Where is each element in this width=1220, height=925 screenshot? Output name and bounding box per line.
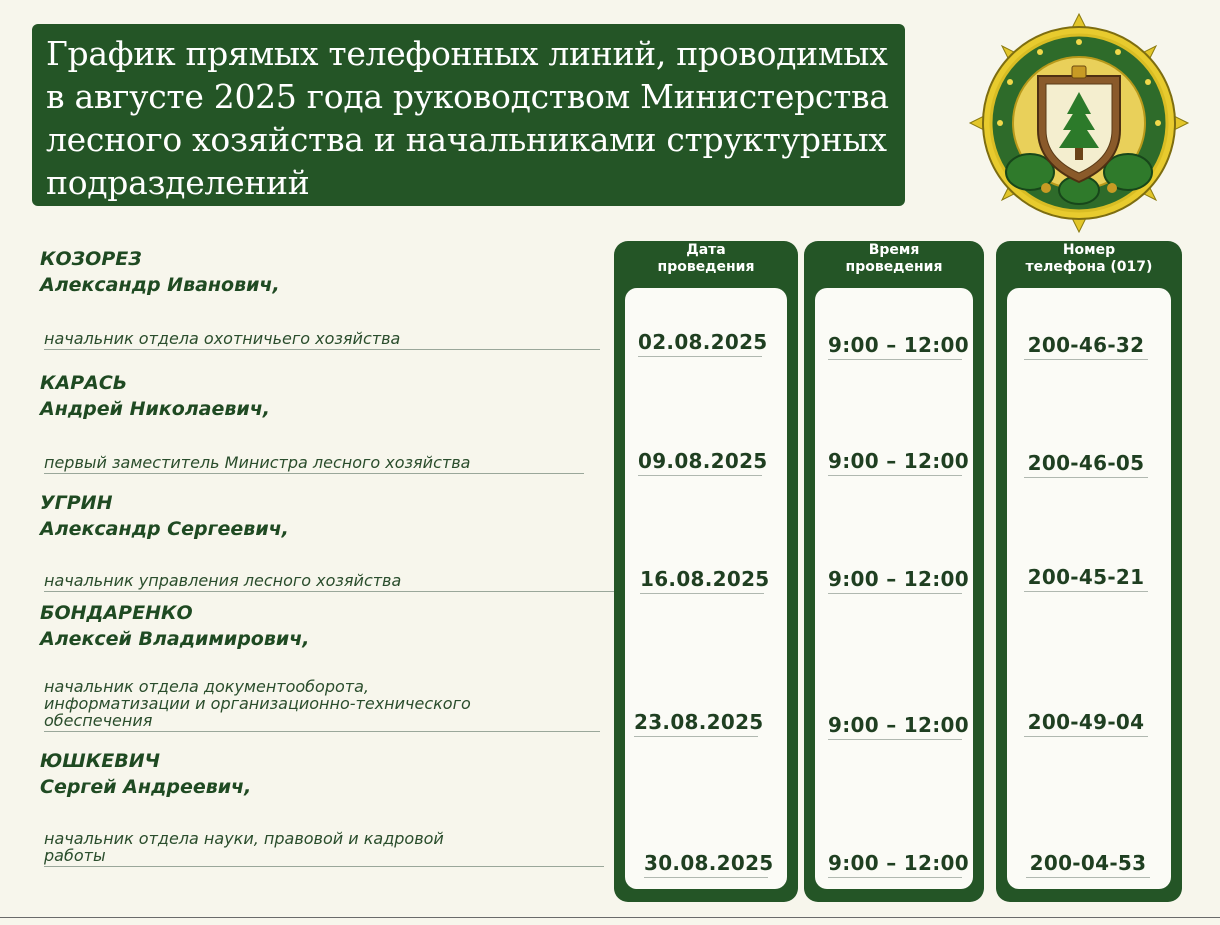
person-block xyxy=(40,370,610,478)
phone-cell: 200-45-21 xyxy=(1024,565,1148,592)
date-cell: 16.08.2025 xyxy=(640,567,764,594)
date-cell: 30.08.2025 xyxy=(644,851,768,878)
person-surname: КОЗОРЕЗ xyxy=(40,248,142,270)
date-column-header: Дата проведения xyxy=(657,242,755,275)
title-banner xyxy=(32,24,905,206)
person-block xyxy=(40,490,610,598)
ministry-emblem-icon xyxy=(968,12,1190,234)
date-cell: 09.08.2025 xyxy=(638,449,762,476)
person-given-name: Александр Сергеевич, xyxy=(40,518,289,540)
person-position: первый заместитель Министра лесного хозяйства xyxy=(44,454,584,474)
time-cell: 9:00 – 12:00 xyxy=(828,333,962,360)
phone-cell: 200-04-53 xyxy=(1026,851,1150,878)
person-surname: КАРАСЬ xyxy=(40,372,128,394)
person-given-name: Александр Иванович, xyxy=(40,274,280,296)
phone-column xyxy=(996,241,1182,902)
time-column xyxy=(804,241,984,902)
title-line: подразделений xyxy=(46,163,310,202)
person-block xyxy=(40,600,610,740)
person-position: начальник отдела науки, правовой и кадровой работы xyxy=(44,830,604,867)
title-line: График прямых телефонных линий, проводимых xyxy=(46,34,888,73)
phone-cell: 200-49-04 xyxy=(1024,710,1148,737)
person-surname: УГРИН xyxy=(40,492,113,514)
person-block xyxy=(40,748,610,880)
date-cell: 23.08.2025 xyxy=(634,710,758,737)
person-block xyxy=(40,246,610,356)
person-surname: ЮШКЕВИЧ xyxy=(40,750,161,772)
divider xyxy=(0,917,1220,918)
person-position: начальник отдела документооборота, информатизации и организационно-технического обеспечения xyxy=(44,678,600,732)
person-given-name: Андрей Николаевич, xyxy=(40,398,270,420)
person-surname: БОНДАРЕНКО xyxy=(40,602,193,624)
title-line: лесного хозяйства и начальниками структурных xyxy=(46,120,887,159)
time-cell: 9:00 – 12:00 xyxy=(828,851,962,878)
phone-cell: 200-46-05 xyxy=(1024,451,1148,478)
time-cell: 9:00 – 12:00 xyxy=(828,567,962,594)
person-given-name: Алексей Владимирович, xyxy=(40,628,310,650)
person-given-name: Сергей Андреевич, xyxy=(40,776,252,798)
time-column-header: Время проведения xyxy=(845,242,943,275)
time-cell: 9:00 – 12:00 xyxy=(828,713,962,740)
date-cell: 02.08.2025 xyxy=(638,330,762,357)
phone-cell: 200-46-32 xyxy=(1024,333,1148,360)
date-column xyxy=(614,241,798,902)
person-position: начальник управления лесного хозяйства xyxy=(44,572,614,592)
person-position: начальник отдела охотничьего хозяйства xyxy=(44,330,600,350)
phone-column-header: Номер телефона (017) xyxy=(1025,242,1153,275)
title-line: в августе 2025 года руководством Министерства xyxy=(46,77,889,116)
time-cell: 9:00 – 12:00 xyxy=(828,449,962,476)
